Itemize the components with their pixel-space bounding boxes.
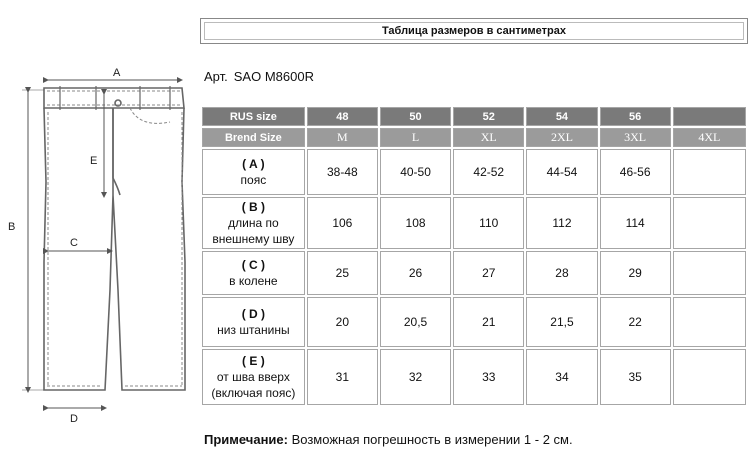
value-cell: 40-50 bbox=[380, 149, 451, 195]
rus-size-cell bbox=[673, 107, 746, 126]
value-cell bbox=[673, 197, 746, 249]
value-cell: 20 bbox=[307, 297, 378, 347]
page-title: Таблица размеров в сантиметрах bbox=[381, 25, 566, 37]
row-label bbox=[202, 149, 305, 195]
value-cell: 25 bbox=[307, 251, 378, 295]
value-cell bbox=[673, 297, 746, 347]
brend-size-cell: 4XL bbox=[673, 128, 746, 147]
row-label bbox=[202, 251, 305, 295]
value-cell: 108 bbox=[380, 197, 451, 249]
belt-loops bbox=[60, 86, 170, 110]
row-letter: ( E ) bbox=[242, 354, 265, 368]
value-cell: 46-56 bbox=[600, 149, 671, 195]
title-box bbox=[200, 18, 748, 44]
table-row-c bbox=[202, 251, 746, 295]
rus-size-cell: 52 bbox=[453, 107, 524, 126]
note-label: Примечание: bbox=[204, 432, 288, 447]
brend-size-cell: M bbox=[307, 128, 378, 147]
label-d: D bbox=[70, 413, 78, 425]
brend-size-cell: XL bbox=[453, 128, 524, 147]
value-cell: 22 bbox=[600, 297, 671, 347]
value-cell bbox=[673, 349, 746, 405]
value-cell: 42-52 bbox=[453, 149, 524, 195]
value-cell: 21 bbox=[453, 297, 524, 347]
value-cell: 32 bbox=[380, 349, 451, 405]
row-label bbox=[202, 197, 305, 249]
rus-size-cell: 56 bbox=[600, 107, 671, 126]
value-cell: 106 bbox=[307, 197, 378, 249]
table-row-d bbox=[202, 297, 746, 347]
value-cell: 26 bbox=[380, 251, 451, 295]
value-cell: 110 bbox=[453, 197, 524, 249]
label-a: A bbox=[113, 67, 121, 79]
rus-size-header: RUS size bbox=[202, 107, 305, 126]
row-label bbox=[202, 297, 305, 347]
row-label bbox=[202, 349, 305, 405]
article-code: SAO M8600R bbox=[233, 69, 314, 84]
rus-size-cell: 48 bbox=[307, 107, 378, 126]
row-label-text: пояс bbox=[240, 173, 267, 187]
value-cell: 112 bbox=[526, 197, 597, 249]
row-label-text: низ штанины bbox=[217, 323, 290, 337]
value-cell bbox=[673, 251, 746, 295]
row-label-text: от шва вверх bbox=[216, 370, 290, 384]
value-cell: 33 bbox=[453, 349, 524, 405]
row-letter: ( D ) bbox=[241, 307, 266, 321]
label-e: E bbox=[90, 155, 98, 167]
value-cell: 27 bbox=[453, 251, 524, 295]
value-cell: 114 bbox=[600, 197, 671, 249]
value-cell: 34 bbox=[526, 349, 597, 405]
row-letter: ( A ) bbox=[242, 157, 265, 171]
note-text: Возможная погрешность в измерении 1 - 2 см. bbox=[287, 432, 573, 447]
note bbox=[204, 432, 573, 447]
table-row-e bbox=[202, 349, 746, 405]
value-cell: 29 bbox=[600, 251, 671, 295]
rus-size-row bbox=[202, 107, 746, 126]
pants-diagram bbox=[0, 60, 200, 430]
row-letter: ( C ) bbox=[241, 258, 266, 272]
article-prefix: Арт. bbox=[204, 69, 228, 84]
row-label-text: длина по bbox=[228, 216, 279, 230]
value-cell: 20,5 bbox=[380, 297, 451, 347]
row-label-text: (включая пояс) bbox=[211, 386, 296, 400]
value-cell: 38-48 bbox=[307, 149, 378, 195]
label-c: C bbox=[70, 237, 78, 249]
row-label-text: в колене bbox=[229, 274, 278, 288]
label-b: B bbox=[8, 221, 16, 233]
value-cell: 21,5 bbox=[526, 297, 597, 347]
value-cell: 28 bbox=[526, 251, 597, 295]
brend-size-header: Brend Size bbox=[202, 128, 305, 147]
article-line bbox=[204, 69, 320, 84]
table-row-b bbox=[202, 197, 746, 249]
value-cell: 35 bbox=[600, 349, 671, 405]
value-cell: 31 bbox=[307, 349, 378, 405]
brend-size-cell: L bbox=[380, 128, 451, 147]
rus-size-cell: 54 bbox=[526, 107, 597, 126]
brend-size-cell: 2XL bbox=[526, 128, 597, 147]
rus-size-cell: 50 bbox=[380, 107, 451, 126]
value-cell bbox=[673, 149, 746, 195]
brend-size-cell: 3XL bbox=[600, 128, 671, 147]
dimension-lines bbox=[22, 80, 180, 408]
row-label-text: внешнему шву bbox=[212, 232, 295, 246]
table-row-a bbox=[202, 149, 746, 195]
value-cell: 44-54 bbox=[526, 149, 597, 195]
brend-size-row bbox=[202, 128, 746, 147]
row-letter: ( B ) bbox=[241, 200, 266, 214]
size-table bbox=[200, 105, 748, 407]
pants-outline bbox=[44, 88, 185, 390]
